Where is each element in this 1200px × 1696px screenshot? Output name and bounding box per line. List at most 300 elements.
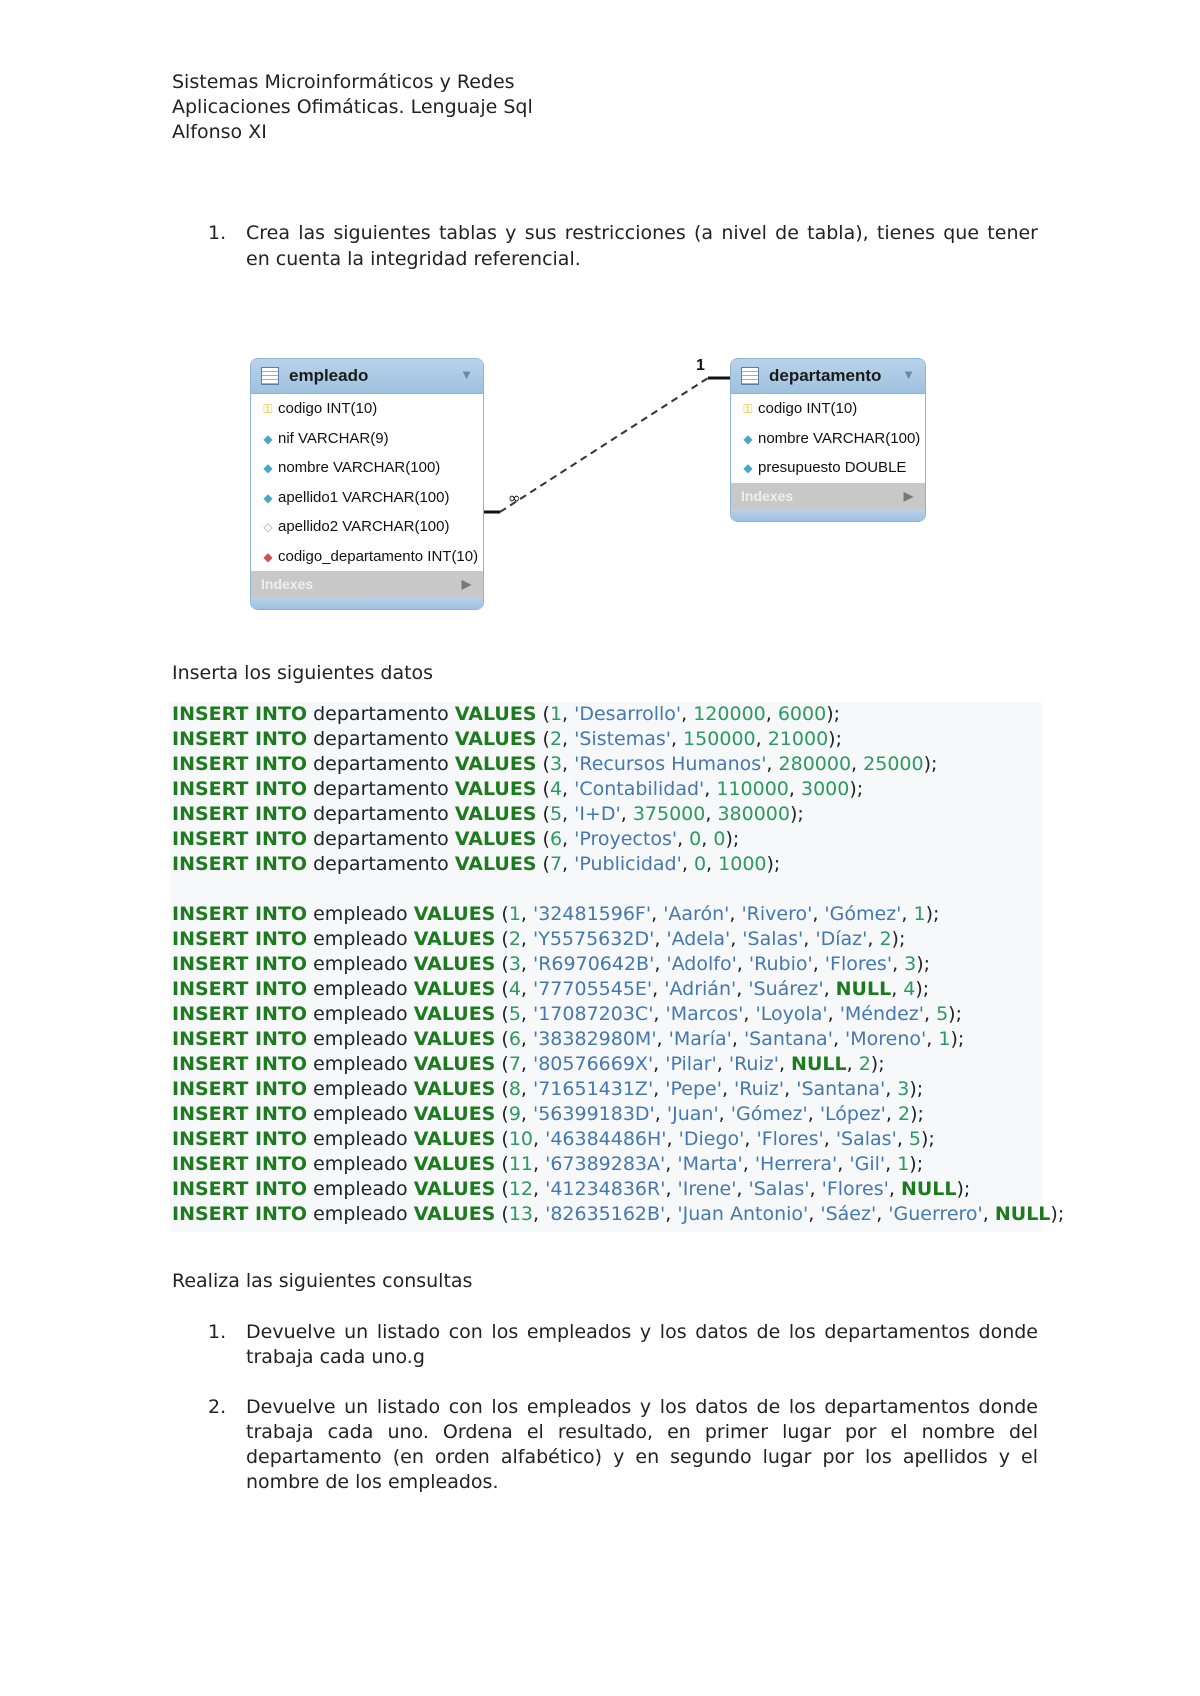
sql-punct: ( — [536, 728, 550, 750]
column-label: codigo INT(10) — [278, 400, 378, 417]
sql-punct: , — [765, 703, 778, 725]
column-row — [731, 424, 925, 454]
sql-punct: , — [823, 978, 836, 1000]
sql-punct: , — [562, 778, 575, 800]
sql-value: 'López' — [819, 1103, 886, 1125]
sql-table-name: empleado — [307, 1103, 414, 1125]
sql-punct: ); — [915, 978, 930, 1000]
sql-punct: , — [885, 1078, 898, 1100]
sql-value: 'Pepe' — [665, 1078, 722, 1100]
sql-keyword: INSERT INTO — [172, 728, 308, 750]
sql-value: 'Guerrero' — [888, 1203, 983, 1225]
sql-punct: ( — [495, 1053, 509, 1075]
sql-value: 1000 — [718, 853, 767, 875]
sql-value: 6 — [508, 1028, 521, 1050]
sql-punct: ); — [725, 828, 740, 850]
sql-table-name: empleado — [307, 1128, 414, 1150]
sql-value: 'Ruiz' — [728, 1053, 779, 1075]
sql-punct: ); — [921, 1128, 935, 1150]
sql-value: 'Y5575632D' — [533, 928, 655, 950]
sql-punct: ); — [956, 1178, 971, 1200]
sql-value: 'Juan Antonio' — [677, 1203, 809, 1225]
sql-insert-line — [170, 1002, 1042, 1027]
sql-punct: ( — [495, 1103, 509, 1125]
diamond-icon: ◆ — [263, 461, 273, 475]
relation-many-label: ∞ — [508, 489, 521, 507]
sql-value: 5 — [908, 1128, 921, 1150]
indexes-section[interactable] — [731, 483, 925, 509]
sql-punct: , — [652, 978, 665, 1000]
sql-punct: , — [736, 953, 749, 975]
sql-value: 3 — [904, 953, 917, 975]
sql-punct: , — [520, 953, 533, 975]
sql-punct: , — [681, 703, 694, 725]
sql-punct: ); — [789, 803, 804, 825]
sql-value: 'Recursos Humanos' — [574, 753, 767, 775]
indexes-section[interactable] — [251, 571, 483, 597]
sql-value: '32481596F' — [533, 903, 652, 925]
sql-keyword: INSERT INTO — [172, 1128, 308, 1150]
sql-value: 'Gómez' — [824, 903, 902, 925]
query-number: 2. — [208, 1396, 227, 1418]
sql-keyword: VALUES — [454, 828, 537, 850]
query-text: Devuelve un listado con los empleados y los datos de los departamentos donde trabaja cada uno.g — [246, 1321, 1038, 1368]
sql-value: 12 — [508, 1178, 533, 1200]
sql-table-name: empleado — [307, 953, 414, 975]
sql-insert-line — [170, 977, 1042, 1002]
sql-value: 0 — [713, 828, 726, 850]
sql-value: 3000 — [800, 778, 850, 800]
sql-punct: , — [755, 728, 768, 750]
sql-table-name: empleado — [307, 903, 414, 925]
diamond-icon: ◆ — [263, 431, 273, 446]
sql-punct: , — [721, 1078, 735, 1100]
sql-punct: ( — [495, 1153, 509, 1175]
column-label: codigo_departamento INT(10) — [278, 547, 479, 565]
column-label: presupuesto DOUBLE — [758, 459, 907, 476]
er-diagram — [250, 358, 950, 618]
sql-value: 6 — [549, 828, 563, 850]
sql-keyword: INSERT INTO — [172, 978, 308, 1000]
sql-value: 'Moreno' — [845, 1028, 927, 1050]
column-label: codigo INT(10) — [758, 400, 858, 417]
sql-value: 380000 — [717, 803, 790, 825]
sql-punct: , — [704, 778, 717, 800]
sql-punct: , — [744, 1128, 757, 1150]
sql-table-name: departamento — [307, 778, 455, 800]
sql-value: 8 — [508, 1078, 521, 1100]
sql-value: 'Salas' — [835, 1128, 897, 1150]
sql-value: 1 — [549, 703, 563, 725]
foreign-key-icon: ◆ — [263, 549, 273, 564]
sql-punct: ( — [495, 903, 509, 925]
sql-punct: , — [867, 928, 880, 950]
sql-value: 'I+D' — [574, 803, 621, 825]
sql-value: NULL — [835, 978, 892, 1000]
header-line-school: Alfonso XI — [172, 121, 267, 143]
column-row — [731, 453, 925, 483]
sql-keyword: VALUES — [413, 903, 496, 925]
sql-punct: ); — [916, 953, 931, 975]
sql-punct: ( — [536, 803, 550, 825]
sql-table-name: departamento — [307, 853, 455, 875]
sql-table-name: empleado — [307, 1078, 414, 1100]
sql-value: 0 — [689, 828, 702, 850]
query-item — [208, 1395, 1038, 1495]
sql-value: 9 — [508, 1103, 521, 1125]
sql-punct: , — [533, 1153, 546, 1175]
sql-punct: ); — [950, 1028, 965, 1050]
document-header — [172, 70, 533, 145]
sql-table-name: departamento — [307, 728, 455, 750]
sql-value: '17087203C' — [533, 1003, 654, 1025]
sql-value: 'Santana' — [796, 1078, 886, 1100]
sql-punct: , — [730, 928, 743, 950]
sql-value: 'Ruiz' — [734, 1078, 785, 1100]
sql-value: 'María' — [668, 1028, 732, 1050]
sql-value: NULL — [900, 1178, 957, 1200]
column-label: nombre VARCHAR(100) — [758, 429, 921, 447]
sql-punct: , — [888, 1178, 901, 1200]
sql-value: 'Marta' — [677, 1153, 743, 1175]
sql-value: 11 — [508, 1153, 533, 1175]
column-label: nombre VARCHAR(100) — [278, 459, 441, 476]
sql-table-name: departamento — [307, 828, 455, 850]
sql-punct: , — [654, 928, 667, 950]
sql-punct: , — [701, 828, 714, 850]
sql-keyword: VALUES — [454, 778, 537, 800]
sql-insert-line — [170, 1127, 1042, 1152]
sql-keyword: INSERT INTO — [172, 1078, 308, 1100]
sql-punct: , — [716, 1053, 729, 1075]
sql-value: '56399183D' — [533, 1103, 655, 1125]
sql-value: 'Diego' — [678, 1128, 745, 1150]
sql-insert-line — [170, 902, 1042, 927]
sql-table-name: empleado — [307, 1003, 414, 1025]
relation-one-label: 1 — [696, 358, 705, 374]
sql-table-name: departamento — [307, 753, 455, 775]
sql-punct: , — [665, 1153, 678, 1175]
sql-punct: ); — [891, 928, 906, 950]
sql-punct: , — [562, 753, 575, 775]
sql-value: 'Publicidad' — [574, 853, 682, 875]
sql-value: 375000 — [632, 803, 706, 825]
sql-value: 'Marcos' — [665, 1003, 744, 1025]
sql-value: '41234836R' — [545, 1178, 666, 1200]
sql-value: 'Salas' — [748, 1178, 810, 1200]
expand-arrow-icon[interactable]: ▶ — [461, 577, 471, 591]
sql-punct: , — [982, 1203, 995, 1225]
key-icon: ⚿ — [743, 402, 753, 416]
column-row — [251, 542, 483, 572]
sql-value: '67389283A' — [545, 1153, 666, 1175]
sql-punct: ( — [495, 1078, 509, 1100]
sql-value: 7 — [549, 853, 563, 875]
sql-value: 13 — [508, 1203, 533, 1225]
sql-punct: , — [851, 753, 864, 775]
sql-keyword: VALUES — [413, 1153, 496, 1175]
sql-punct: , — [706, 853, 719, 875]
sql-punct: ( — [536, 703, 550, 725]
sql-punct: , — [533, 1128, 546, 1150]
column-row — [731, 394, 925, 424]
sql-punct: ); — [923, 753, 938, 775]
sql-value: 5 — [549, 803, 563, 825]
sql-value: 'Herrera' — [754, 1153, 838, 1175]
sql-punct: , — [562, 703, 575, 725]
sql-punct: , — [681, 853, 694, 875]
column-row — [251, 394, 483, 424]
sql-keyword: VALUES — [413, 1028, 496, 1050]
sql-value: 150000 — [683, 728, 756, 750]
table-departamento-header[interactable] — [731, 359, 925, 394]
sql-punct: , — [520, 978, 533, 1000]
sql-punct: , — [665, 1178, 678, 1200]
sql-punct: ); — [826, 703, 841, 725]
indexes-label: Indexes — [261, 576, 314, 592]
sql-value: '82635162B' — [545, 1203, 666, 1225]
hollow-diamond-icon: ◇ — [263, 520, 273, 534]
sql-punct: , — [533, 1178, 546, 1200]
sql-punct: ( — [536, 778, 550, 800]
sql-punct: , — [743, 1003, 756, 1025]
sql-punct: , — [891, 978, 904, 1000]
sql-keyword: INSERT INTO — [172, 703, 308, 725]
sql-table-name: empleado — [307, 928, 414, 950]
sql-value: '71651431Z' — [533, 1078, 654, 1100]
exercise-1-number: 1. — [208, 222, 227, 244]
column-row — [251, 453, 483, 483]
sql-keyword: INSERT INTO — [172, 928, 308, 950]
sql-value: 'Gómez' — [730, 1103, 808, 1125]
sql-punct: ( — [495, 953, 509, 975]
query-item — [208, 1320, 1038, 1370]
sql-keyword: VALUES — [413, 1178, 496, 1200]
sql-punct: ); — [870, 1053, 885, 1075]
key-icon: ⚿ — [263, 402, 273, 416]
sql-value: 'Méndez' — [839, 1003, 924, 1025]
sql-insert-line — [170, 802, 1042, 827]
sql-punct: , — [653, 1078, 666, 1100]
sql-value: '80576669X' — [533, 1053, 654, 1075]
sql-value: 'Loyola' — [755, 1003, 828, 1025]
table-empleado-name: empleado — [289, 366, 369, 385]
sql-punct: , — [788, 778, 801, 800]
sql-code-block — [170, 702, 1065, 1232]
sql-punct: , — [654, 953, 667, 975]
sql-value: 'Salas' — [742, 928, 804, 950]
sql-insert-line — [170, 852, 1042, 877]
sql-insert-line — [170, 1052, 1042, 1077]
sql-insert-line — [170, 1152, 1042, 1177]
sql-table-name: departamento — [307, 803, 455, 825]
sql-punct: ( — [536, 853, 550, 875]
sql-keyword: VALUES — [413, 1003, 496, 1025]
sql-punct: , — [807, 1103, 820, 1125]
sql-value: '77705545E' — [533, 978, 653, 1000]
expand-arrow-icon[interactable]: ▶ — [903, 488, 913, 503]
sql-keyword: VALUES — [413, 953, 496, 975]
queries-list — [208, 1320, 1038, 1520]
sql-value: 2 — [858, 1053, 871, 1075]
sql-punct: ); — [910, 1103, 924, 1125]
sql-punct: , — [784, 1078, 797, 1100]
sql-keyword: INSERT INTO — [172, 1153, 308, 1175]
exercise-1 — [208, 220, 1038, 272]
diamond-icon: ◆ — [263, 490, 273, 505]
sql-punct: , — [718, 1103, 731, 1125]
sql-punct: , — [533, 1203, 546, 1225]
sql-punct: , — [827, 1003, 840, 1025]
sql-keyword: VALUES — [413, 978, 496, 1000]
sql-table-name: empleado — [307, 1178, 414, 1200]
sql-value: 3 — [897, 1078, 910, 1100]
sql-punct: , — [520, 903, 533, 925]
sql-punct: , — [926, 1028, 939, 1050]
sql-punct: ); — [849, 778, 864, 800]
sql-value: 0 — [693, 853, 707, 875]
table-icon — [261, 367, 279, 385]
sql-insert-line — [170, 702, 1042, 727]
sql-keyword: VALUES — [454, 853, 537, 875]
sql-punct: , — [665, 1203, 678, 1225]
sql-value: 25000 — [863, 753, 924, 775]
column-row — [251, 424, 483, 454]
indexes-label: Indexes — [741, 487, 794, 504]
sql-value: 4 — [903, 978, 916, 1000]
sql-punct: ); — [925, 903, 940, 925]
sql-punct: , — [651, 903, 664, 925]
sql-value: 2 — [508, 928, 521, 950]
sql-punct: , — [562, 828, 575, 850]
sql-punct: , — [885, 1103, 898, 1125]
sql-keyword: VALUES — [454, 803, 537, 825]
sql-punct: , — [812, 953, 825, 975]
sql-value: 'Desarrollo' — [574, 703, 682, 725]
sql-value: 4 — [549, 778, 563, 800]
sql-value: 'Pilar' — [665, 1053, 717, 1075]
sql-value: 2 — [879, 928, 892, 950]
sql-punct: ); — [766, 853, 781, 875]
sql-punct: ( — [536, 828, 550, 850]
sql-punct: ( — [495, 1028, 509, 1050]
sql-punct: , — [837, 1153, 850, 1175]
queries-label: Realiza las siguientes consultas — [172, 1270, 473, 1292]
sql-value: 1 — [913, 903, 926, 925]
sql-value: 7 — [508, 1053, 521, 1075]
sql-value: 'Rubio' — [748, 953, 813, 975]
sql-punct: , — [520, 928, 533, 950]
sql-value: 'Flores' — [756, 1128, 824, 1150]
sql-value: 10 — [508, 1128, 533, 1150]
sql-value: 'Suárez' — [748, 978, 824, 1000]
sql-punct: , — [705, 803, 718, 825]
sql-punct: , — [656, 1028, 669, 1050]
sql-keyword: INSERT INTO — [172, 903, 308, 925]
query-text: Devuelve un listado con los empleados y los datos de los departamentos donde trabaja cada uno. Ordena el resultado, en primer lugar por el nombre del departamento (en orden alfabético) y en segundo lugar por los apellidos y el nombre de los empleados. — [246, 1396, 1038, 1493]
sql-keyword: VALUES — [413, 1203, 496, 1225]
sql-insert-line — [170, 727, 1042, 752]
sql-keyword: VALUES — [413, 1053, 496, 1075]
sql-table-name: empleado — [307, 1153, 414, 1175]
sql-value: '38382980M' — [533, 1028, 657, 1050]
table-empleado[interactable] — [250, 358, 484, 610]
sql-insert-line — [170, 752, 1042, 777]
sql-value: 'Proyectos' — [574, 828, 678, 850]
table-footer — [251, 597, 483, 609]
diamond-icon: ◆ — [743, 461, 753, 475]
sql-keyword: VALUES — [454, 753, 537, 775]
sql-value: 4 — [508, 978, 521, 1000]
sql-punct: , — [653, 1053, 666, 1075]
sql-value: 1 — [508, 903, 521, 925]
sql-value: 2 — [897, 1103, 911, 1125]
sql-insert-line — [170, 1202, 1065, 1227]
table-departamento-name: departamento — [769, 366, 882, 385]
sql-punct: ( — [495, 1128, 509, 1150]
sql-punct: ); — [909, 1078, 924, 1100]
sql-punct: , — [666, 1128, 679, 1150]
sql-keyword: INSERT INTO — [172, 1178, 308, 1200]
query-number: 1. — [208, 1321, 227, 1343]
sql-punct: ( — [495, 978, 509, 1000]
sql-value: 280000 — [778, 753, 852, 775]
sql-table-name: empleado — [307, 1053, 414, 1075]
sql-punct: , — [803, 928, 816, 950]
sql-value: 'Adrián' — [664, 978, 737, 1000]
sql-keyword: VALUES — [413, 1128, 496, 1150]
column-label: apellido2 VARCHAR(100) — [278, 518, 450, 535]
sql-punct: , — [742, 1153, 755, 1175]
insert-data-label: Inserta los siguientes datos — [172, 662, 434, 684]
sql-value: 'Santana' — [743, 1028, 833, 1050]
sql-keyword: INSERT INTO — [172, 953, 308, 975]
sql-keyword: VALUES — [413, 928, 496, 950]
sql-punct: , — [520, 1028, 533, 1050]
sql-keyword: VALUES — [413, 1078, 496, 1100]
sql-punct: ( — [495, 928, 509, 950]
sql-value: NULL — [791, 1053, 847, 1075]
sql-insert-line — [170, 927, 1042, 952]
sql-punct: , — [876, 1203, 889, 1225]
sql-table-name: empleado — [307, 1203, 414, 1225]
sql-punct: , — [520, 1103, 533, 1125]
sql-value: 2 — [549, 728, 563, 750]
sql-punct: , — [808, 1203, 821, 1225]
sql-punct: , — [654, 1103, 667, 1125]
sql-punct: , — [520, 1003, 533, 1025]
sql-insert-line — [170, 777, 1042, 802]
sql-value: 'Sáez' — [820, 1203, 877, 1225]
table-departamento[interactable] — [730, 358, 926, 522]
collapse-triangle-icon[interactable]: ▼ — [460, 367, 473, 382]
sql-insert-line — [170, 952, 1042, 977]
sql-keyword: INSERT INTO — [172, 828, 308, 850]
sql-value: 5 — [508, 1003, 521, 1025]
sql-value: 1 — [897, 1153, 910, 1175]
sql-value: 'Gil' — [849, 1153, 886, 1175]
sql-value: 3 — [508, 953, 521, 975]
column-row — [251, 483, 483, 513]
sql-value: 1 — [938, 1028, 951, 1050]
collapse-triangle-icon[interactable]: ▼ — [902, 367, 915, 382]
table-empleado-header[interactable] — [251, 359, 483, 394]
sql-insert-line — [170, 1077, 1042, 1102]
sql-punct: , — [823, 1128, 836, 1150]
sql-keyword: INSERT INTO — [172, 1053, 308, 1075]
sql-keyword: VALUES — [413, 1103, 496, 1125]
sql-value: NULL — [994, 1203, 1051, 1225]
